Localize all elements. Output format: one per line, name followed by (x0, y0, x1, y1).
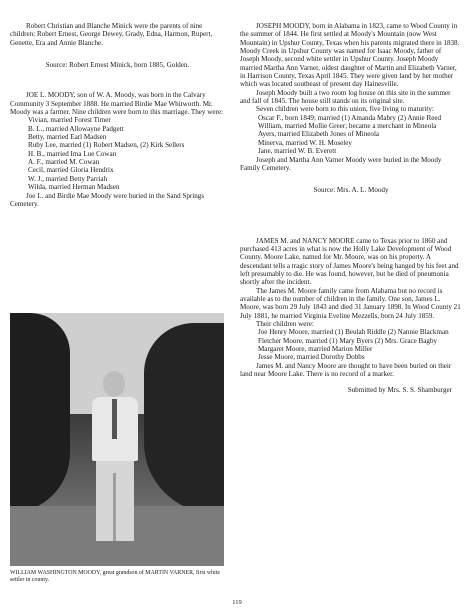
portrait-photo (10, 313, 224, 566)
minick-source: Source: Robert Ernest Minick, born 1885, Golden. (45, 61, 190, 70)
list-item: Joe Henry Moore, married (1) Beulah Riddle (2) Nannie Blackman (258, 328, 449, 337)
list-item: H. B., married Ima Lue Cowan (28, 149, 117, 158)
left-column (10, 22, 225, 208)
list-item: Jesse Moore, married Dorothy Dobbs (258, 353, 365, 362)
list-item: Oscar F., born 1849; married (1) Amanda Mabry (2) Annie Reed (258, 113, 442, 122)
list-item: B. L., married Allowayne Padgett (28, 124, 124, 133)
list-item: Ruby Lee, married (1) Robert Madsen, (2) Kirk Sellers (28, 141, 185, 150)
list-item: Betty, married Earl Madsen (28, 133, 107, 142)
list-item: Fletcher Moore, married (1) Mary Byers (2) Mrs. Grace Bagby (258, 336, 438, 345)
list-item: Ayers, married Elizabeth Jones of Mineola (258, 130, 380, 139)
joseph-source: Source: Mrs. A. L. Moody (313, 186, 389, 195)
joseph-moody-paragraph: JOSEPH MOODY, born in Alabama in 1823, came to Wood County in the summer of 1844. He first settled at Moody's Mountain (now West Mountain) in Upshur County, Texas when his parents migrated there in 1838. Moody Creek in Upshur County was named for Isaac Moody, father of Joseph Moody, second white settler in Upshur County. Joseph Moody married Martha Ann Varner, oldest daughter of Martin and Elizabeth Varner, in Harrison County, Texas April 1845. They were given land by her mother which was located southeast of present day Hainesville. (240, 22, 460, 89)
moore-burial: James M. and Nancy Moore are thought to have been buried on their land near Moore Lake. There is no record of a marker. (240, 361, 452, 379)
list-item: Cecil, married Gloria Hendrix (28, 166, 114, 175)
photo-caption: WILLIAM WASHINGTON MOODY, great grandson of MARTIN VARNER, first white settler in county. (10, 570, 220, 583)
joseph-children-list (240, 114, 462, 156)
list-item: William, married Mollie Greer; became a merchant in Mineola (258, 122, 437, 131)
list-item: Jane, married W. B. Everett (258, 147, 337, 156)
list-item: Vivian, married Forest Timer (28, 116, 111, 125)
joe-moody-intro: JOE L. MOODY, son of W. A. Moody, was born in the Calvary Community 3 September 1888. He married Birdie Mae Whitworth. Mr. Moody was a farmer. Nine children were born to this marriage. They were: (10, 91, 224, 117)
log-house-paragraph: Joseph Moody built a two room log house on this site in the summer and fall of 1845. The house still stands on its original site. (240, 88, 451, 106)
list-item: W. J., married Betty Parriah (28, 174, 108, 183)
minick-paragraph: Robert Christian and Blanche Minick were the parents of nine children: Robert Ernest, George Dewey, Grady, Edna, Harmon, Rupert, Genette, Era and Annie Blanche. (10, 22, 213, 47)
moore-family-paragraph: The James M. Moore family came from Alabama but no record is available as to the number of children in the family. One son, James L. Moore, was born 29 July 1843 and died 31 January 1898. In Wood County 21 July 1881, he married Virginia Eveline Mezzells, born 24 July 1859. (240, 286, 461, 320)
joseph-burial: Joseph and Martha Ann Varner Moody were buried in the Moody Family Cemetery. (240, 155, 442, 172)
their-children-label: Their children were: (256, 319, 314, 328)
list-item: Wilda, married Herman Madsen (28, 183, 120, 192)
moore-children-list (240, 328, 462, 361)
james-moore-paragraph: JAMES M. and NANCY MOORE came to Texas prior to 1860 and purchased 413 acres in what is now the Holly Lake Development of Wood County. Moore Lake, named for Mr. Moore, was on his property. A descendant tells a tragic story of James Moore's being hanged by his feet and left presumably to die. He was found, however, but he died of pneumonia shortly after the incident. (240, 236, 459, 287)
joe-moody-burial: Joe L. and Birdie Mae Moody were buried in the Sand Springs Cemetery. (10, 191, 205, 208)
seven-children-paragraph: Seven children were born to this union, five living to maturity: (256, 105, 434, 114)
submitted-by: Submitted by Mrs. S. S. Shamburger (347, 386, 452, 395)
right-column (240, 22, 462, 395)
list-item: Margaret Moore, married Marion Miller (258, 345, 373, 353)
list-item: A. F., married M. Cowan (28, 158, 100, 167)
joe-moody-children-list (10, 116, 225, 191)
list-item: Minerva, married W. H. Moseley (258, 138, 352, 147)
page-number: 119 (232, 599, 242, 606)
